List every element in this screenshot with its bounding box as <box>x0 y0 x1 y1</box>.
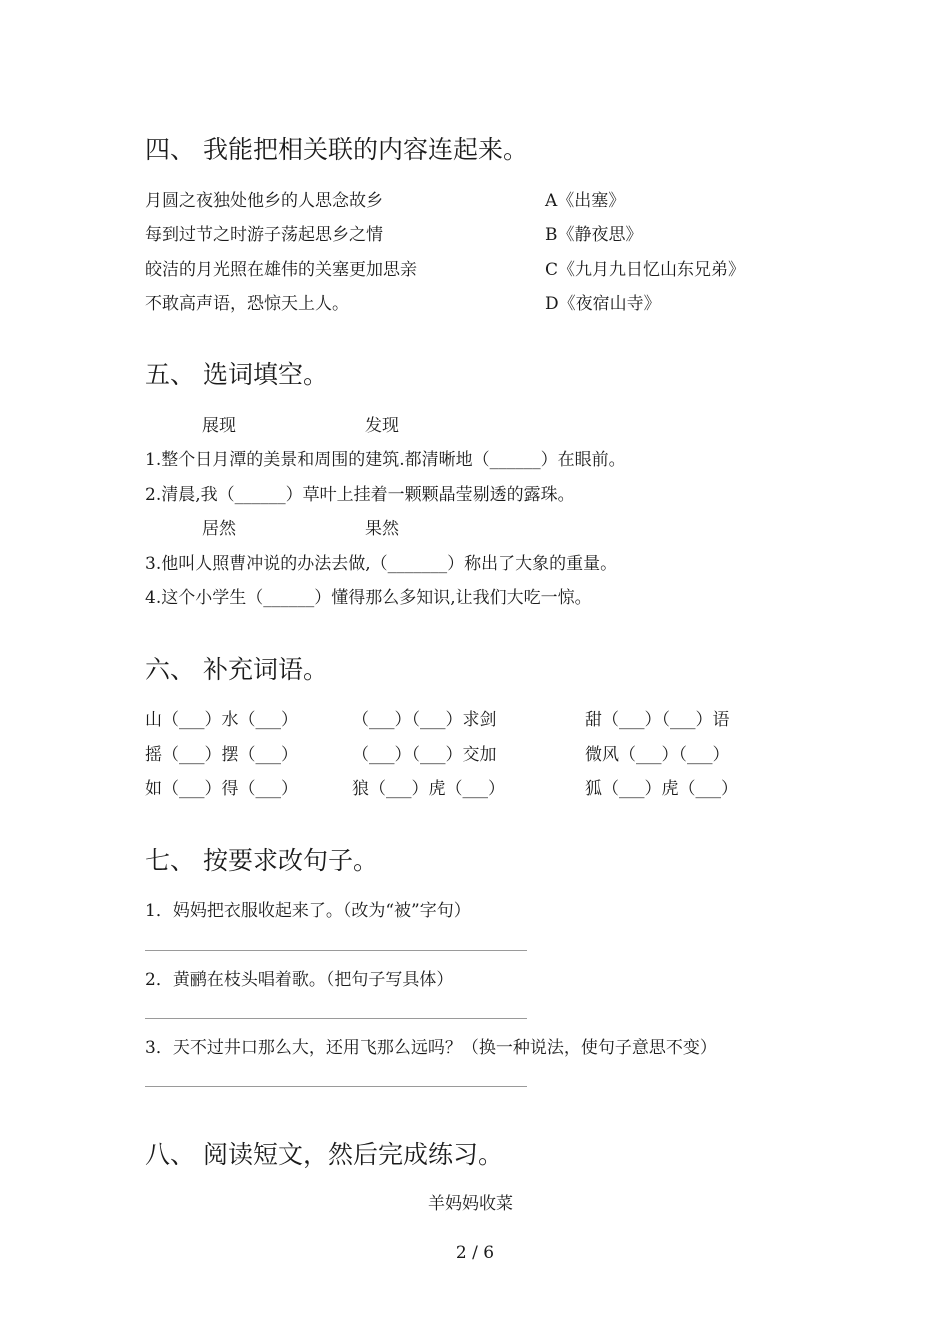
section-5-heading: 五、 选词填空。 <box>145 360 328 389</box>
match-left-3: 皎洁的月光照在雄伟的关塞更加思亲 <box>145 260 417 280</box>
fill-question-3: 3.他叫人照曹冲说的办法去做,（_______）称出了大象的重量。 <box>145 554 618 574</box>
match-right-d: D《夜宿山寺》 <box>545 294 661 314</box>
idiom-item: 狐（___）虎（___） <box>585 779 738 799</box>
section-7-heading: 七、 按要求改句子。 <box>145 846 378 875</box>
word-option: 发现 <box>365 416 399 436</box>
word-option: 展现 <box>202 416 236 436</box>
passage-title: 羊妈妈收菜 <box>428 1194 513 1214</box>
match-left-2: 每到过节之时游子荡起思乡之情 <box>145 225 383 245</box>
idiom-item: 摇（___）摆（___） <box>145 745 298 765</box>
page-number: 2 / 6 <box>455 1243 495 1263</box>
match-right-b: B《静夜思》 <box>545 225 643 245</box>
section-4-heading: 四、 我能把相关联的内容连起来。 <box>145 135 528 164</box>
idiom-item: 甜（___）（___）语 <box>585 710 730 730</box>
idiom-item: 狼（___）虎（___） <box>352 779 505 799</box>
section-6-heading: 六、 补充词语。 <box>145 655 328 684</box>
fill-question-2: 2.清晨,我（______）草叶上挂着一颗颗晶莹剔透的露珠。 <box>145 485 575 505</box>
idiom-item: 山（___）水（___） <box>145 710 298 730</box>
rewrite-question-3: 3．天不过井口那么大，还用飞那么远吗？（换一种说法，使句子意思不变） <box>145 1038 717 1058</box>
fill-question-1: 1.整个日月潭的美景和周围的建筑.都清晰地（______）在眼前。 <box>145 450 626 470</box>
word-option: 居然 <box>202 519 236 539</box>
word-option: 果然 <box>365 519 399 539</box>
rewrite-question-1: 1．妈妈把衣服收起来了。（改为“被”字句） <box>145 901 471 921</box>
idiom-item: 如（___）得（___） <box>145 779 298 799</box>
section-8-heading: 八、 阅读短文，然后完成练习。 <box>145 1140 503 1169</box>
idiom-item: （___）（___）求剑 <box>352 710 497 730</box>
match-left-1: 月圆之夜独处他乡的人思念故乡 <box>145 191 383 211</box>
idiom-item: 微风（___）（___） <box>585 745 730 765</box>
idiom-item: （___）（___）交加 <box>352 745 497 765</box>
fill-question-4: 4.这个小学生（______）懂得那么多知识,让我们大吃一惊。 <box>145 588 592 608</box>
match-right-a: A《出塞》 <box>545 191 626 211</box>
match-left-4: 不敢高声语，恐惊天上人。 <box>145 294 349 314</box>
answer-line <box>145 950 527 951</box>
match-right-c: C《九月九日忆山东兄弟》 <box>545 260 746 280</box>
rewrite-question-2: 2．黄鹂在枝头唱着歌。（把句子写具体） <box>145 970 454 990</box>
answer-line <box>145 1086 527 1087</box>
answer-line <box>145 1018 527 1019</box>
